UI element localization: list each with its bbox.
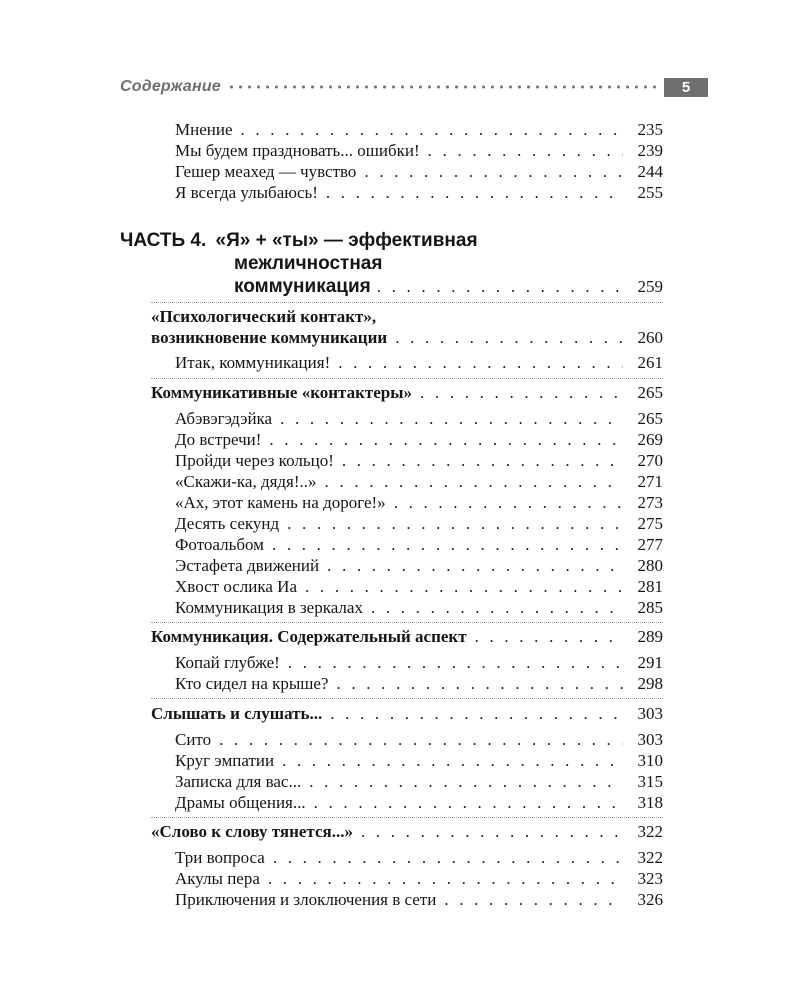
toc-entry-title: Эстафета движений	[175, 556, 320, 575]
dot-leader	[325, 471, 623, 492]
toc-entry-page: 322	[637, 848, 663, 867]
toc-entry-page: 323	[637, 869, 663, 888]
section-page: 260	[637, 328, 663, 347]
dot-leader	[326, 182, 623, 203]
toc-entry[interactable]	[175, 140, 663, 161]
header-title: Содержание	[120, 78, 221, 95]
toc-entry[interactable]	[175, 555, 663, 576]
toc-entry-page: 315	[637, 772, 663, 791]
toc-entry-title: Три вопроса	[175, 848, 265, 867]
toc-entry[interactable]	[175, 534, 663, 555]
toc-entry-title: Пройди через кольцо!	[175, 451, 334, 470]
toc-entry[interactable]	[175, 597, 663, 618]
toc-entry-title: Гешер меахед — чувство	[175, 162, 357, 181]
section-page: 303	[637, 704, 663, 723]
section-heading[interactable]	[151, 382, 663, 403]
toc-entry[interactable]	[175, 182, 663, 203]
toc-entry[interactable]	[175, 750, 663, 771]
section-title-line1[interactable]: «Психологический контакт»,	[151, 307, 377, 326]
toc-entry-page: 280	[637, 556, 663, 575]
toc-entry-title: Мы будем праздновать... ошибки!	[175, 141, 420, 160]
dot-leader	[338, 352, 623, 373]
dot-leader	[273, 847, 623, 868]
page-number-box: 5	[664, 78, 708, 97]
toc-entry-title: Приключения и злоключения в сети	[175, 890, 437, 909]
toc-entry-page: 239	[637, 141, 663, 160]
dot-leader	[336, 673, 623, 694]
toc-entry[interactable]	[175, 889, 663, 910]
dot-leader	[371, 597, 623, 618]
toc-entry-page: 298	[637, 674, 663, 693]
toc-entry[interactable]	[175, 729, 663, 750]
toc-entry-page: 275	[637, 514, 663, 533]
toc-entry-page: 273	[637, 493, 663, 512]
section-heading[interactable]	[151, 626, 663, 647]
dot-leader	[288, 652, 623, 673]
toc-entry[interactable]	[175, 847, 663, 868]
toc-entry-title: Десять секунд	[175, 514, 280, 533]
toc-entry-page: 277	[637, 535, 663, 554]
section-title: «Слово к слову тянется...»	[151, 822, 353, 841]
section-title: Коммуникация. Содержательный аспект	[151, 627, 467, 646]
dot-leader	[219, 729, 623, 750]
section-heading[interactable]	[151, 703, 663, 724]
toc-entry-title: Абэвэгэдэйка	[175, 409, 273, 428]
toc-entry-page: 255	[637, 183, 663, 202]
toc-entry-page: 326	[637, 890, 663, 909]
dot-leader	[342, 450, 623, 471]
toc-entry-page: 244	[637, 162, 663, 181]
toc-entry[interactable]	[175, 771, 663, 792]
toc-entry-title: Круг эмпатии	[175, 751, 275, 770]
section-page: 289	[637, 627, 663, 646]
section-title-line2: возникновение коммуникации	[151, 328, 388, 347]
dot-leader	[268, 868, 623, 889]
toc-entry[interactable]	[175, 429, 663, 450]
toc-entry[interactable]	[175, 868, 663, 889]
toc-entry-title: Я всегда улыбаюсь!	[175, 183, 318, 202]
toc-entry-title: «Скажи-ка, дядя!..»	[175, 472, 317, 491]
section-page: 265	[637, 383, 663, 402]
dot-leader	[327, 555, 623, 576]
toc-entry-page: 270	[637, 451, 663, 470]
dot-leader	[272, 534, 623, 555]
toc-entry[interactable]	[175, 119, 663, 140]
dot-leader	[314, 792, 623, 813]
toc-entry-page: 235	[637, 120, 663, 139]
toc-entry[interactable]	[175, 352, 663, 373]
running-header	[120, 76, 708, 98]
toc-entry-title: Коммуникация в зеркалах	[175, 598, 363, 617]
dot-leader	[241, 119, 624, 140]
toc-entry-page: 265	[637, 409, 663, 428]
toc-entry[interactable]	[175, 450, 663, 471]
dot-leader	[444, 889, 623, 910]
dot-leader	[395, 327, 623, 348]
dot-leader	[305, 576, 623, 597]
part-label: ЧАСТЬ 4.	[120, 230, 207, 251]
toc-entry-page: 281	[637, 577, 663, 596]
toc-entry-title: Записка для вас...	[175, 772, 302, 791]
toc-entry[interactable]	[175, 652, 663, 673]
section-divider	[151, 817, 663, 818]
toc-entry-title: «Ах, этот камень на дороге!»	[175, 493, 386, 512]
part-heading[interactable]	[120, 229, 478, 252]
part-title-line2: межличностная	[234, 253, 383, 274]
section-divider	[151, 622, 663, 623]
toc-entry-title: Мнение	[175, 120, 233, 139]
toc-entry[interactable]	[175, 513, 663, 534]
section-divider	[151, 378, 663, 379]
toc-entry-title: Фотоальбом	[175, 535, 264, 554]
toc-entry[interactable]	[175, 161, 663, 182]
toc-entry-page: 291	[637, 653, 663, 672]
toc-entry-page: 261	[637, 353, 663, 372]
part-page: 259	[637, 277, 663, 296]
toc-entry-title: Акулы пера	[175, 869, 260, 888]
dot-leader	[269, 429, 623, 450]
section-divider	[151, 302, 663, 303]
toc-entry[interactable]	[175, 492, 663, 513]
section-heading[interactable]	[151, 821, 663, 842]
part-title-line3: коммуникация	[234, 276, 371, 297]
section-title: Слышать и слушать...	[151, 704, 323, 723]
dot-leader	[361, 821, 623, 842]
dot-leader	[428, 140, 623, 161]
toc-entry-title: Итак, коммуникация!	[175, 353, 331, 372]
dot-leader	[309, 771, 623, 792]
toc-entry-page: 303	[637, 730, 663, 749]
toc-entry[interactable]	[175, 471, 663, 492]
section-divider	[151, 698, 663, 699]
toc-entry-page: 285	[637, 598, 663, 617]
toc-entry-title: До встречи!	[175, 430, 262, 449]
toc-entry[interactable]	[175, 576, 663, 597]
toc-entry-page: 318	[637, 793, 663, 812]
dot-leader	[330, 703, 623, 724]
dot-leader	[282, 750, 623, 771]
toc-entry-title: Копай глубже!	[175, 653, 280, 672]
toc-entry[interactable]	[175, 673, 663, 694]
dot-leader	[377, 275, 623, 298]
part-title-line1: «Я» + «ты» — эффективная	[215, 230, 478, 251]
toc-entry-title: Хвост ослика Иа	[175, 577, 298, 596]
toc-entry-title: Кто сидел на крыше?	[175, 674, 329, 693]
dot-leader	[475, 626, 623, 647]
toc-entry-page: 269	[637, 430, 663, 449]
section-title: Коммуникативные «контактеры»	[151, 383, 413, 402]
toc-entry-page: 310	[637, 751, 663, 770]
toc-entry[interactable]	[175, 792, 663, 813]
toc-entry-title: Драмы общения...	[175, 793, 306, 812]
dot-leader	[364, 161, 623, 182]
toc-entry-page: 271	[637, 472, 663, 491]
section-heading[interactable]	[151, 327, 663, 348]
dot-leader	[280, 408, 623, 429]
header-dot-leader	[227, 82, 658, 92]
toc-entry-title: Сито	[175, 730, 212, 749]
part-title-line3-row[interactable]	[234, 275, 663, 298]
dot-leader	[420, 382, 623, 403]
dot-leader	[287, 513, 623, 534]
section-page: 322	[637, 822, 663, 841]
toc-entry[interactable]	[175, 408, 663, 429]
dot-leader	[394, 492, 623, 513]
